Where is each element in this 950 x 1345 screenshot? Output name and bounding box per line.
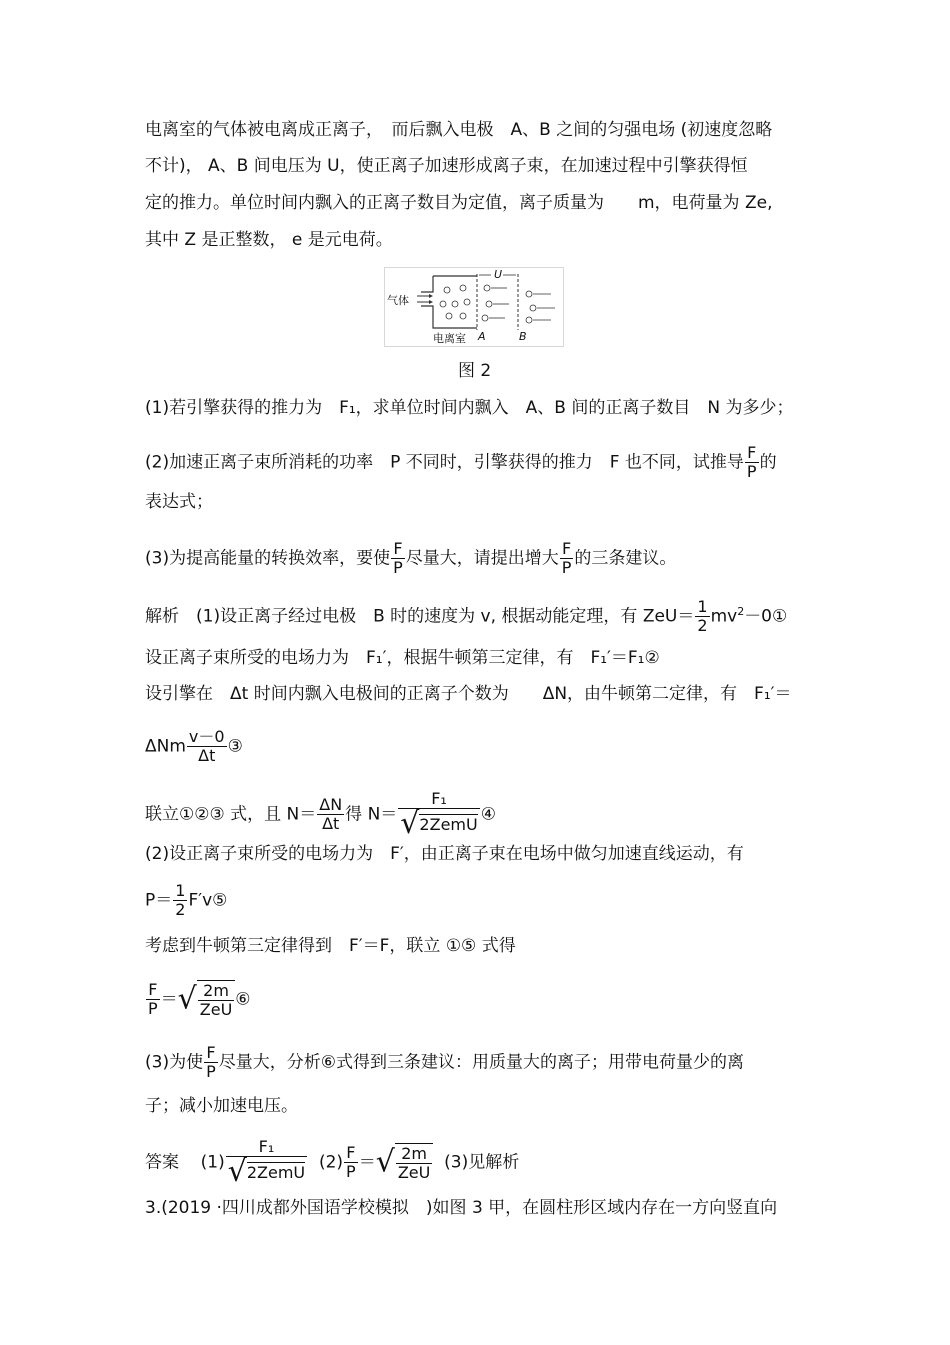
- fraction-half: $\frac{1}{2}$: [175, 881, 186, 919]
- question-1: (1)若引擎获得的推力为 F₁，求单位时间内飘入 A、B 间的正离子数目 N 为多少；: [145, 398, 794, 418]
- fraction-dv-dt: $\frac{v-0}{\Delta t}$: [188, 727, 225, 765]
- solution-line-7: P＝ $\frac{1}{2}$ F′v⑤: [145, 881, 228, 919]
- fraction-f-over-p: $\frac{F}{P}$: [746, 443, 757, 481]
- solution-line-11: 子；减小加速电压。: [145, 1096, 298, 1116]
- paragraph-line-1: 电离室的气体被电离成正离子， 而后飘入电极 A、B 之间的匀强电场 (初速度忽略: [145, 120, 773, 140]
- next-question-line: 3.(2019 ·四川成都外国语学校模拟 )如图 3 甲，在圆柱形区域内存在一方向竖直向: [145, 1198, 778, 1218]
- fraction-f-over-p: $\frac{F}{P}$: [206, 1043, 216, 1081]
- paragraph-line-4: 其中 Z 是正整数， e 是元电荷。: [145, 230, 393, 250]
- solution-line-1: 解析 (1)设正离子经过电极 B 时的速度为 v, 根据动能定理，有 ZeU＝ $\frac{1}{2}$ $mv^2-0①$: [145, 597, 788, 635]
- answer-2-fraction: $\frac{2m}{\text{ZeU}}$: [397, 1144, 431, 1182]
- fraction-2m-zeu: $\frac{2m}{\text{ZeU}}$: [199, 981, 233, 1019]
- question-2-text: (2)加速正离子束所消耗的功率 P 不同时，引擎获得的推力 F 也不同，试推导: [145, 452, 744, 473]
- fraction-f-over-p: $\frac{F}{P}$: [393, 539, 403, 577]
- question-2: (2)加速正离子束所消耗的功率 P 不同时，引擎获得的推力 F 也不同，试推导 $\frac{F}{P}$ 的: [145, 443, 777, 481]
- fraction-half: $\frac{1}{2}$: [697, 597, 708, 635]
- figure-ion-engine: [384, 267, 564, 347]
- u-label: U: [494, 268, 503, 281]
- ion-engine-diagram: [385, 268, 563, 346]
- figure-caption: 图 2: [458, 361, 492, 381]
- b-label: B: [519, 330, 527, 343]
- solution-line-4: ΔNm $\frac{v-0}{\Delta t}$ ③: [145, 727, 243, 765]
- solution-line-5: 联立①②③ 式，且 N＝ $\frac{\Delta N}{\Delta t}$ 得 N＝ $\frac{\text{F₁}}{\text{√2ZemU}}$ ④: [145, 789, 496, 841]
- solution-line-3: 设引擎在 Δt 时间内飘入电极间的正离子个数为 ΔN，由牛顿第二定律，有 F₁′＝: [145, 684, 792, 704]
- fraction-f-over-p: $\frac{F}{P}$: [148, 980, 158, 1018]
- answer-line: 答案 (1) $\frac{\text{F₁}}{\text{√2ZemU}}$ (2) $\frac{F}{P}$ ＝√ $\frac{2m}{\text{ZeU}}$ (3)见解析: [145, 1137, 520, 1189]
- answer-1-fraction: $\frac{\text{F₁}}{\text{√2ZemU}}$: [227, 1137, 306, 1189]
- a-label: A: [478, 330, 486, 343]
- gas-label: 气体: [387, 294, 409, 307]
- fraction-n-result: $\frac{\text{F₁}}{\text{√2ZemU}}$: [400, 789, 478, 841]
- fraction-f-over-p: $\frac{F}{P}$: [346, 1143, 356, 1181]
- fraction-dn-dt: $\frac{\Delta N}{\Delta t}$: [319, 795, 343, 833]
- solution-line-6: (2)设正离子束所受的电场力为 F′，由正离子束在电场中做匀加速直线运动，有: [145, 844, 744, 864]
- solution-line-2: 设正离子束所受的电场力为 F₁′，根据牛顿第三定律，有 F₁′＝F₁②: [145, 648, 660, 668]
- chamber-label: 电离室: [433, 332, 466, 345]
- paragraph-line-3: 定的推力。单位时间内飘入的正离子数目为定值，离子质量为 m，电荷量为 Ze,: [145, 193, 773, 213]
- fraction-f-over-p: $\frac{F}{P}$: [561, 539, 572, 577]
- question-3: (3)为提高能量的转换效率，要使 $\frac{F}{P}$ 尽量大，请提出增大 $\frac{F}{P}$ 的三条建议。: [145, 539, 677, 577]
- paragraph-line-2: 不计)， A、B 间电压为 U，使正离子加速形成离子束，在加速过程中引擎获得恒: [145, 156, 748, 176]
- solution-line-10: (3)为使 $\frac{F}{P}$ 尽量大，分析⑥式得到三条建议：用质量大的离子；用带电荷量少的离: [145, 1043, 744, 1081]
- answer-label: 答案: [145, 1152, 179, 1173]
- solution-line-8: 考虑到牛顿第三定律得到 F′＝F，联立 ①⑤ 式得: [145, 936, 516, 956]
- question-2-line-2: 表达式；: [145, 492, 213, 512]
- solution-line-9: $\frac{F}{P}$ ＝√ $\frac{2m}{\text{ZeU}}$ ⑥: [148, 980, 251, 1019]
